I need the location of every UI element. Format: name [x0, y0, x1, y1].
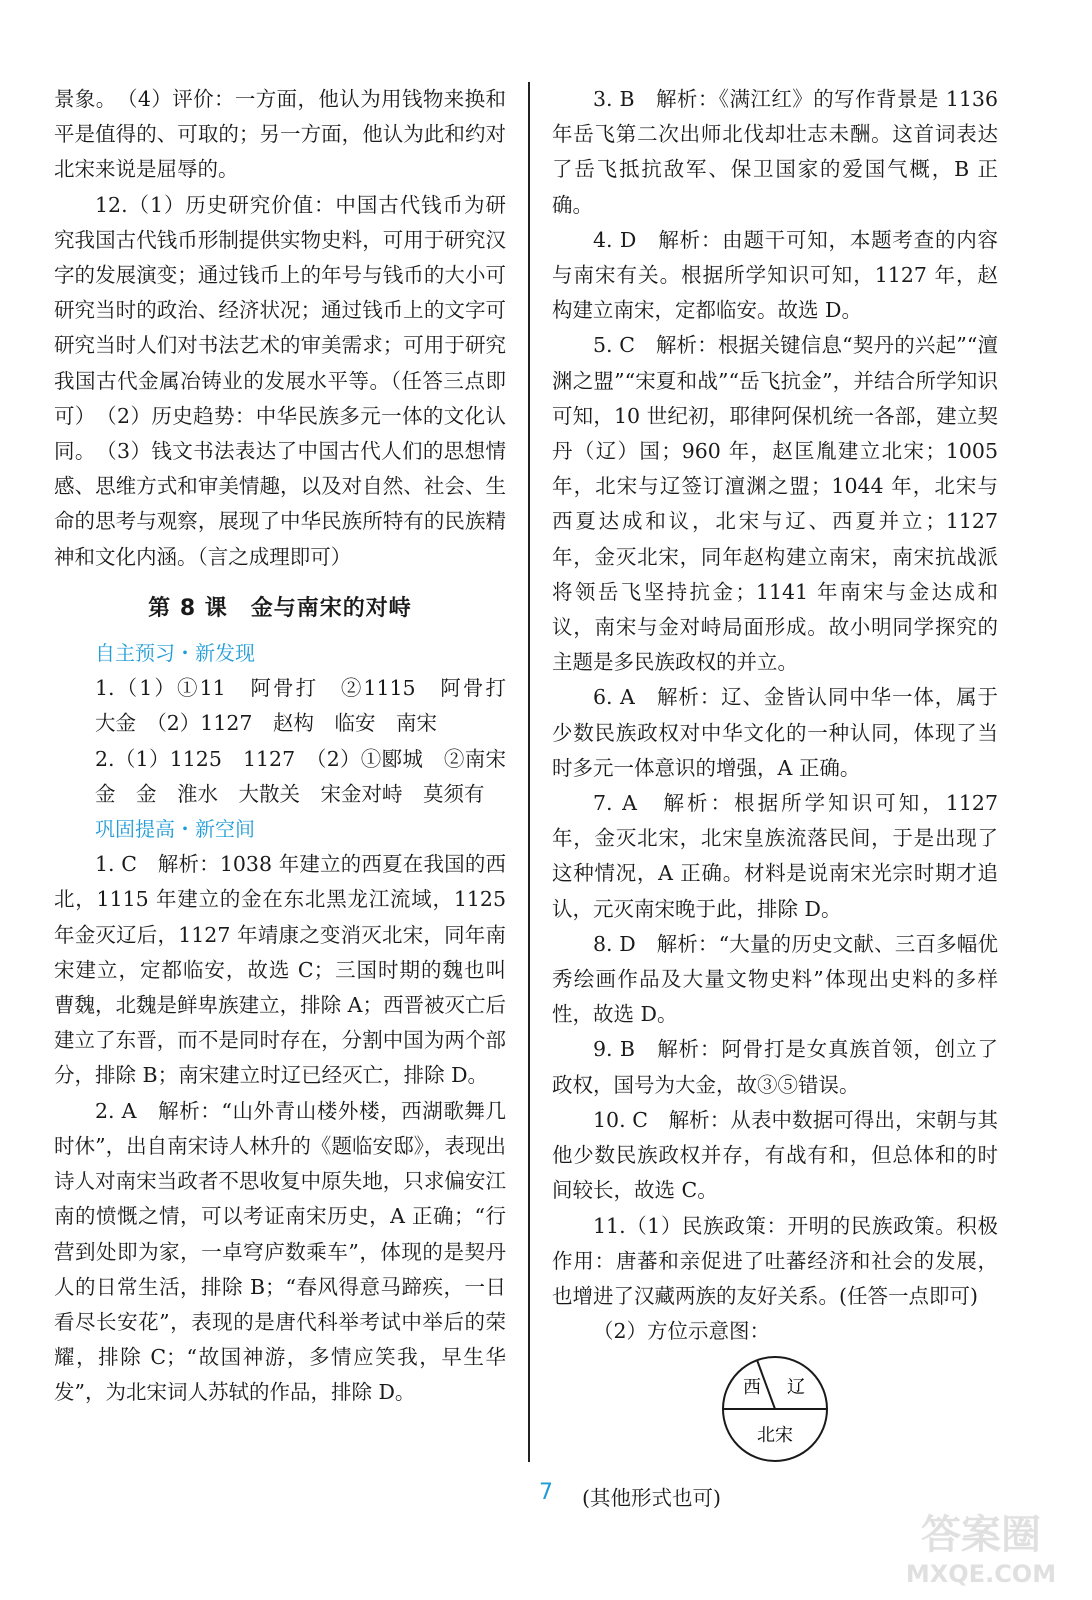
answer-q7: 7. A 解析：根据所学知识可知，1127 年，金灭北宋，北宋皇族流落民间，于是出现了这种情况，A 正确。材料是说南宋光宗时期才追认，元灭南宋晚于此，排除 D。: [552, 791, 998, 921]
right-column: [552, 82, 998, 1516]
answer-q11: 11.（1）民族政策：开明的民族政策。积极作用：唐蕃和亲促进了吐蕃经济和社会的发展，也增进了汉藏两族的友好关系。(任答一点即可): [552, 1213, 998, 1308]
page-number: 7: [539, 1480, 553, 1505]
section-heading-consolidate: 巩固提高・新空间: [95, 817, 255, 842]
section-heading-preview: 自主预习・新发现: [95, 641, 255, 666]
column-divider: [528, 82, 530, 1462]
left-paragraph-2: 12.（1）历史研究价值：中国古代钱币为研究我国古代钱币形制提供实物史料，可用于研究汉字的发展演变；通过钱币上的年号与钱币的大小可研究当时的政治、经济状况；通过钱币上的文字可研究当时人们对书法艺术的审美需求；可用于研究我国古代金属冶铸业的发展水平等。（任答三点即可） （2）历史趋势：中华民族多元一体的文化认同。 （3）钱文书法表达了中国古代人们的思想情感、思维方式和审美情趣，以及对自然、社会、生命的思考与观察，展现了中华民族所特有的民族精神和文化内涵。（言之成理即可）: [54, 192, 506, 569]
answer-q3: 3. B 解析：《满江红》的写作背景是 1136 年岳飞第二次出师北伐却壮志未酬。这首词表达了岳飞抵抗敌军、保卫国家的爱国气概，B 正确。: [552, 87, 998, 217]
position-diagram-svg: [719, 1353, 831, 1465]
watermark-logo: [888, 1500, 1074, 1590]
fill-answer-2: 2.（1）1125 1127 （2）①郾城 ②南宋 金 金 淮水 大散关 宋金对峙 莫须有: [95, 746, 527, 806]
watermark-glyph: 答案圈: [921, 1512, 1041, 1558]
left-column: [54, 82, 527, 1411]
answer-q8: 8. D 解析：“大量的历史文献、三百多幅优秀绘画作品及大量文物史料”体现出史料的多样性，故选 D。: [552, 931, 998, 1027]
answer-q9: 9. B 解析：阿骨打是女真族首领，创立了政权，国号为大金，故③⑤错误。: [552, 1037, 998, 1097]
answer-q6: 6. A 解析：辽、金皆认同中华一体，属于少数民族政权对中华文化的一种认同，体现了当时多元一体意识的增强，A 正确。: [552, 685, 998, 780]
position-diagram: [552, 1353, 998, 1476]
diagram-label-song: 北宋: [757, 1425, 793, 1447]
diagram-label-west: 西: [743, 1377, 761, 1399]
diagram-note: (其他形式也可): [582, 1485, 721, 1510]
answer-q10: 10. C 解析：从表中数据可得出，宋朝与其他少数民族政权并存，有战有和，但总体和的时间较长，故选 C。: [552, 1107, 998, 1203]
answer-q1: 1. C 解析：1038 年建立的西夏在我国的西北，1115 年建立的金在东北黑龙江流域，1125 年金灭辽后，1127 年靖康之变消灭北宋，同年南宋建立，定都临安，故选 C；三国时期的魏也叫曹魏，北魏是鲜卑族建立，排除 A；西晋被灭亡后建立了东晋，而不是同时存在，分割中国为两个部分，排除 B；南宋建立时辽已经灭亡，排除 D。: [54, 852, 506, 1088]
answer-q4: 4. D 解析：由题干可知，本题考查的内容与南宋有关。根据所学知识可知，1127 年，赵构建立南宋，定都临安。故选 D。: [552, 227, 998, 323]
fill-answer-1: 1.（1）①11 阿骨打 ②1115 阿骨打 大金 （2）1127 赵构 临安 南宋: [95, 676, 527, 736]
diagram-label-liao: 辽: [787, 1377, 805, 1399]
answer-q2: 2. A 解析：“山外青山楼外楼，西湖歌舞几时休”，出自南宋诗人林升的《题临安邸》，表现出诗人对南宋当政者不思收复中原失地，只求偏安江南的愤慨之情，可以考证南宋历史，A 正确；“行营到处即为家，一卓穹庐数乘车”，体现的是契丹人的日常生活，排除 B；“春风得意马蹄疾，一日看尽长安花”，表现的是唐代科举考试中举后的荣耀，排除 C；“故国神游，多情应笑我，早生华发”，为北宋词人苏轼的作品，排除 D。: [54, 1098, 506, 1405]
answer-q5: 5. C 解析：根据关键信息“契丹的兴起”“澶渊之盟”“宋夏和战”“岳飞抗金”，并结合所学知识可知，10 世纪初，耶律阿保机统一各部，建立契丹（辽）国；960 年，赵匡胤建立北宋；1005 年，北宋与辽签订澶渊之盟；1044 年，北宋与西夏达成和议，北宋与辽、西夏并立；1127 年，金灭北宋，同年赵构建立南宋，南宋抗战派将领岳飞坚持抗金；1141 年南宋与金达成和议，南宋与金对峙局面形成。故小明同学探究的主题是多民族政权的并立。: [552, 333, 998, 675]
watermark-text: MXQE.COM: [905, 1560, 1057, 1588]
answer-q11-part2: （2）方位示意图：: [593, 1319, 771, 1344]
lesson-title: 第 8 课 金与南宋的对峙: [148, 595, 412, 621]
left-paragraph-1: 景象。 （4）评价：一方面，他认为用钱物来换和平是值得的、可取的；另一方面，他认为此和约对北宋来说是屈辱的。: [54, 87, 506, 182]
